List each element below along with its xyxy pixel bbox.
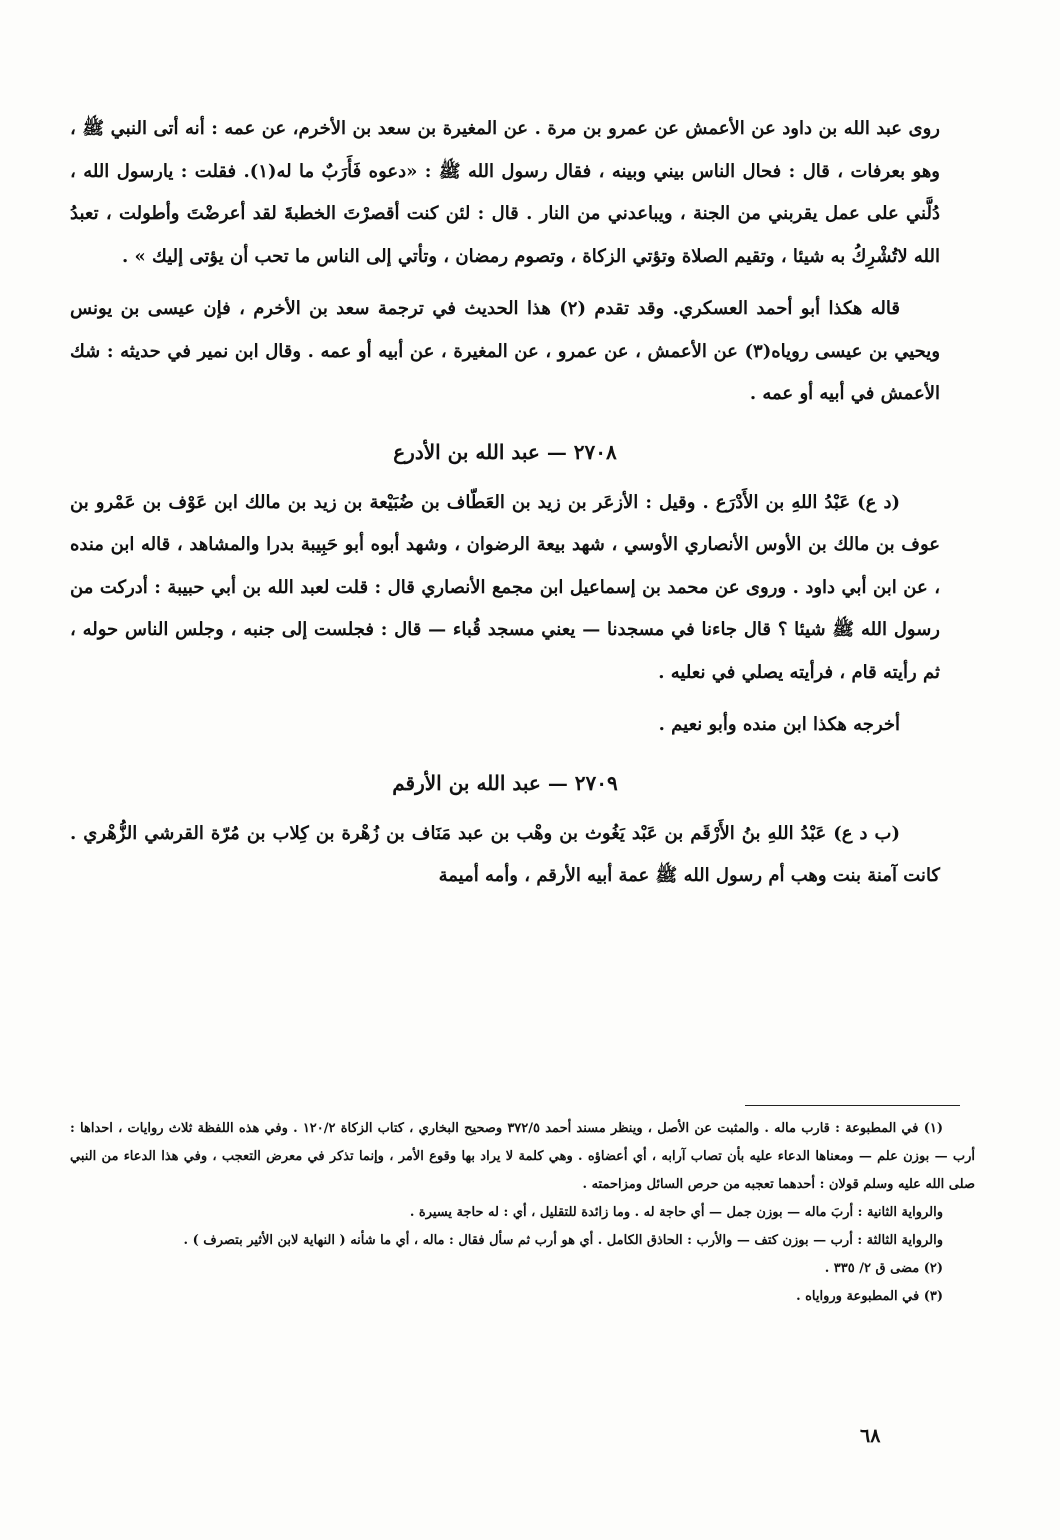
paragraph-hadith: روى عبد الله بن داود عن الأعمش عن عمرو بن مرة . عن المغيرة بن سعد بن الأخرم، عن عمه : أنه أتى النبي ﷺ ، وهو بعرفات ، قال : فحال الناس بيني وبينه ، فقال رسول الله ﷺ : «دعوه فَأَرَبٌ ما له(١). فقلت : يارسول الله ، دُلَّني على عمل يقربني من الجنة ، ويباعدني من النار . قال : لئن كنت أقصرْتَ الخطبةَ لقد أعرضْتَ وأطولت ، تعبدُ الله لاتُشْرِكُ به شيئا ، وتقيم الصلاة وتؤتي الزكاة ، وتصوم رمضان ، وتأتي إلى الناس ما تحب أن يؤتى إليك » .: [70, 118, 941, 267]
entry-heading-2708: ٢٧٠٨ — عبد الله بن الأدرع: [393, 439, 617, 464]
footnote-divider: [745, 1105, 960, 1106]
footnote-1-second-reading: والرواية الثانية : أربَ ماله — بوزن جمل — أي حاجة له . وما زائدة للتقليل ، أي : له حاجة يسيرة .: [409, 1205, 943, 1220]
paragraph-entry-2708: (د ع) عَبْدُ اللهِ بن الأَدْرَع . وقيل : الأزعَر بن زيد بن العَطّاف بن ضُبَيْعة بن زيد بن مالك ابن عَوْف بن عَمْرو بن عوف بن مالك بن الأوس الأنصاري الأوسي ، شهد بيعة الرضوان ، وشهد أبوه أبو حَبِيبة بدرا والمشاهد ، قاله ابن منده ، عن ابن أبي داود . وروى عن محمد بن إسماعيل ابن مجمع الأنصاري قال : قلت لعبد الله بن أبي حبيبة : أدركت من رسول الله ﷺ شيئا ؟ قال جاءنا في مسجدنا — يعني مسجد قُباء — قال : فجلست إلى جنبه ، وجلس الناس حوله ، ثم رأيته قام ، فرأيته يصلي في نعليه .: [70, 491, 940, 683]
footnotes: [70, 1115, 975, 1311]
footnote-1: (١) في المطبوعة : قارب ماله . والمثبت عن الأصل ، وينظر مسند أحمد ٣٧٢/٥ وصحيح البخاري ، كتاب الزكاة ١٢٠/٢ . وفي هذه اللفظة ثلاث روايات ، احداها : أرب — بوزن علم — ومعناها الدعاء عليه بأن تصاب آرابه ، أي أعضاؤه . وهي كلمة لا يراد بها وقوع الأمر ، وإنما تذكر في معرض التعجب ، وفي هذا الدعاء من النبي صلى الله عليه وسلم قولان : أحدهما تعجبه من حرص السائل ومزاحمته .: [70, 1121, 975, 1192]
main-text: [70, 108, 940, 908]
page-number: ٦٨: [860, 1425, 881, 1447]
footnote-2: (٢) مضى ق ٢/ ٣٣٥ .: [824, 1261, 943, 1276]
footnote-1-third-reading: والرواية الثالثة : أرب — بوزن كتف — والأرب : الحاذق الكامل . أي هو أرب ثم سأل فقال : ماله ، أي ما شأنه ( النهاية لابن الأثير بتصرف ) .: [183, 1233, 943, 1248]
entry-heading-2709: ٢٧٠٩ — عبد الله بن الأرقم: [392, 770, 618, 795]
footnote-3: (٣) في المطبوعة ورواياه .: [796, 1289, 943, 1304]
paragraph-attribution: أخرجه هكذا ابن منده وأبو نعيم .: [658, 714, 900, 735]
paragraph-narration-note: قاله هكذا أبو أحمد العسكري. وقد تقدم (٢) هذا الحديث في ترجمة سعد بن الأخرم ، فإن عيسى بن يونس ويحيي بن عيسى روياه(٣) عن الأعمش ، عن عمرو ، عن المغيرة ، عن أبيه أو عمه . وقال ابن نمير في حديثه : شك الأعمش في أبيه أو عمه .: [70, 298, 941, 404]
paragraph-entry-2709: (ب د ع) عَبْدُ اللهِ بنُ الأَرْقَم بن عَبْد يَغُوث بن وهْب بن عبد مَنَاف بن زُهْرة بن كِلاب بن مُرّة القرشي الزُّهْري . كانت آمنة بنت وهب أم رسول الله ﷺ عمة أبيه الأرقم ، وأمه أميمة: [70, 822, 940, 886]
